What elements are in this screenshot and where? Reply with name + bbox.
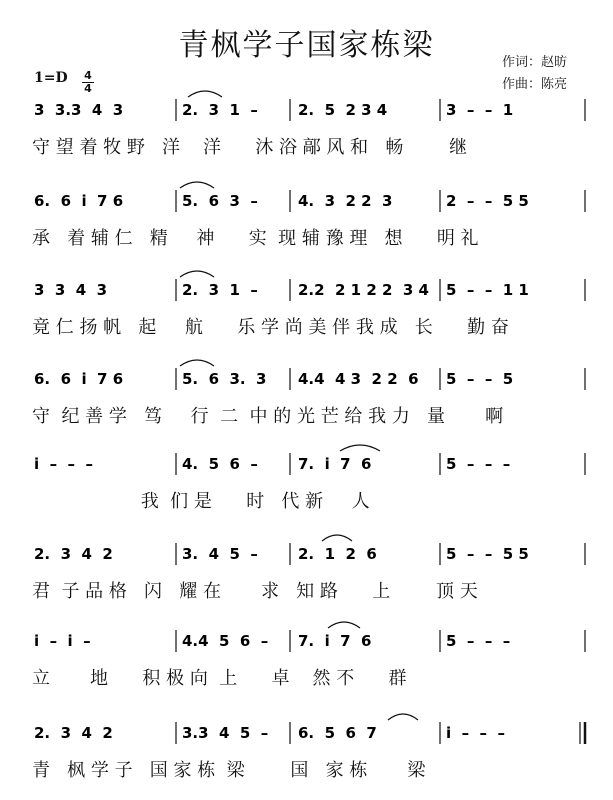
score-system bbox=[34, 535, 585, 565]
measure-notes: i – i – bbox=[34, 632, 91, 650]
lyricist-credit: 作词：赵昉 bbox=[502, 55, 568, 70]
measure-notes: 3. 4 5 – bbox=[182, 545, 258, 563]
measure-notes: 2 – – 5 5 bbox=[446, 192, 529, 210]
measure-notes: 5. 6 3 – bbox=[182, 192, 258, 210]
measure-notes: 2. 3 1 – bbox=[182, 101, 258, 119]
score-system bbox=[34, 714, 585, 744]
score-system bbox=[34, 182, 585, 212]
measure-notes: 5 – – 5 5 bbox=[446, 545, 529, 563]
measure-notes: 4. 3 2 2 3 bbox=[298, 192, 393, 210]
measure-notes: 3 3 4 3 bbox=[34, 281, 108, 299]
measure-notes: 3.3 4 5 – bbox=[182, 724, 269, 742]
measure-notes: 2. 5 2 3 4 bbox=[298, 101, 388, 119]
slur-arc bbox=[328, 622, 360, 628]
slur-arc bbox=[388, 714, 418, 720]
measure-notes: 7. i 7 6 bbox=[298, 632, 372, 650]
score-system bbox=[34, 271, 585, 301]
song-title: 青枫学子国家栋梁 bbox=[178, 28, 435, 63]
lyrics-line: 守 望 着 牧 野 洋 洋 沐 浴 鄗 风 和 畅 继 bbox=[32, 137, 468, 158]
score-system bbox=[34, 360, 585, 390]
measure-notes: 5 – – – bbox=[446, 455, 511, 473]
key-signature: 1=D bbox=[34, 70, 68, 86]
lyrics-line: 立 地 积 极 向 上 卓 然 不 群 bbox=[32, 668, 407, 689]
measure-notes: i – – – bbox=[446, 724, 505, 742]
slur-arc bbox=[340, 445, 380, 451]
score-system bbox=[34, 622, 585, 652]
lyrics-line: 承 着 辅 仁 精 神 实 现 辅 豫 理 想 明 礼 bbox=[32, 228, 479, 249]
lyrics-line: 守 纪 善 学 笃 行 二 中 的 光 芒 给 我 力 量 啊 bbox=[32, 406, 504, 427]
time-signature-top: 4 bbox=[84, 69, 92, 82]
measure-notes: 3 – – 1 bbox=[446, 101, 514, 119]
measure-notes: 5. 6 3. 3 bbox=[182, 370, 267, 388]
measure-notes: 4.4 4 3 2 2 6 bbox=[298, 370, 419, 388]
measure-notes: 6. 6 i 7 6 bbox=[34, 192, 124, 210]
measure-notes: 6. 5 6 7 bbox=[298, 724, 377, 742]
measure-notes: 2. 3 1 – bbox=[182, 281, 258, 299]
measure-notes: 2.2 2 1 2 2 3 4 bbox=[298, 281, 429, 299]
score-system bbox=[34, 91, 585, 121]
measure-notes: 6. 6 i 7 6 bbox=[34, 370, 124, 388]
lyrics-line: 我 们 是 时 代 新 人 bbox=[32, 491, 370, 512]
measure-notes: 5 – – – bbox=[446, 632, 511, 650]
slur-arc bbox=[322, 535, 352, 541]
score-system bbox=[34, 445, 585, 475]
lyrics-line: 君 子 品 格 闪 耀 在 求 知 路 上 顶 天 bbox=[32, 581, 478, 602]
measure-notes: 3 3.3 4 3 bbox=[34, 101, 124, 119]
measure-notes: 2. 1 2 6 bbox=[298, 545, 377, 563]
measure-notes: 5 – – 5 bbox=[446, 370, 514, 388]
time-signature-bottom: 4 bbox=[84, 82, 92, 95]
slur-arc bbox=[180, 271, 214, 277]
slur-arc bbox=[188, 91, 222, 97]
measure-notes: 2. 3 4 2 bbox=[34, 724, 113, 742]
slur-arc bbox=[180, 182, 214, 188]
measure-notes: 4. 5 6 – bbox=[182, 455, 258, 473]
lyrics-line: 青 枫 学 子 国 家 栋 梁 国 家 栋 梁 bbox=[32, 760, 426, 781]
measure-notes: i – – – bbox=[34, 455, 93, 473]
measure-notes: 4.4 5 6 – bbox=[182, 632, 269, 650]
measure-notes: 2. 3 4 2 bbox=[34, 545, 113, 563]
composer-credit: 作曲：陈亮 bbox=[502, 77, 568, 92]
measure-notes: 7. i 7 6 bbox=[298, 455, 372, 473]
lyrics-line: 竟 仁 扬 帆 起 航 乐 学 尚 美 伴 我 成 长 勤 奋 bbox=[32, 317, 509, 338]
measure-notes: 5 – – 1 1 bbox=[446, 281, 529, 299]
slur-arc bbox=[180, 360, 214, 366]
